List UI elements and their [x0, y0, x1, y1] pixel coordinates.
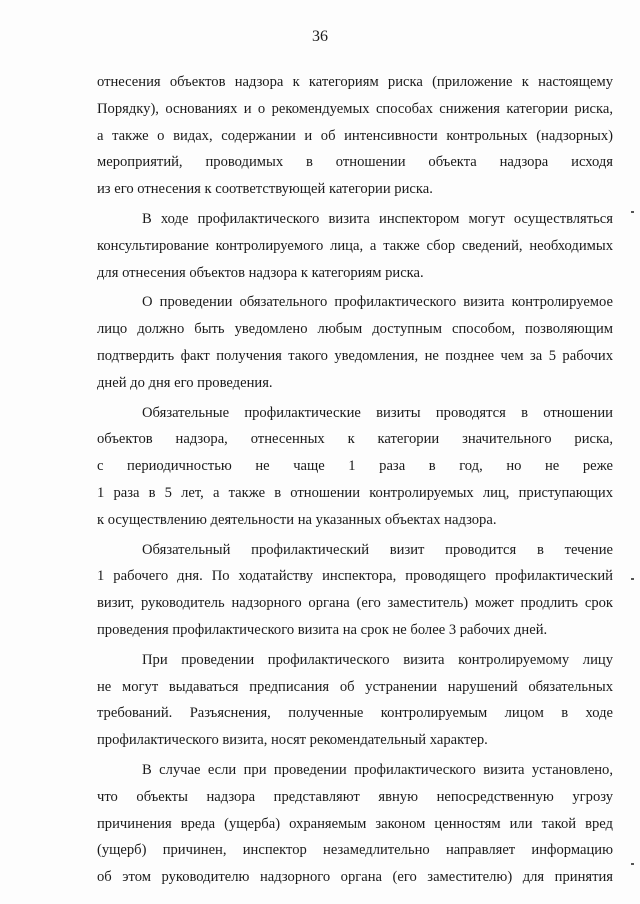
- page-number: 36: [312, 28, 328, 45]
- text-line: а также о видах, содержании и об интенсивности контрольных (надзорных): [97, 127, 613, 144]
- scan-mark: [631, 863, 634, 865]
- text-line: О проведении обязательного профилактического визита контролируемое: [142, 294, 613, 311]
- text-line: из его отнесения к соответствующей категории риска.: [97, 181, 433, 198]
- text-line: консультирование контролируемого лица, а также сбор сведений, необходимых: [97, 237, 613, 254]
- text-line: лицо должно быть уведомлено любым доступным способом, позволяющим: [97, 321, 613, 338]
- text-line: с периодичностью не чаще 1 раза в год, но не реже: [97, 458, 613, 475]
- text-line: не могут выдаваться предписания об устранении нарушений обязательных: [97, 678, 613, 695]
- paragraph: [97, 647, 613, 754]
- text-line: отнесения объектов надзора к категориям риска (приложение к настоящему: [97, 74, 613, 90]
- scan-mark: [631, 578, 634, 580]
- text-line: мероприятий, проводимых в отношении объекта надзора исходя: [97, 154, 613, 171]
- text-line: профилактического визита, носят рекомендательный характер.: [97, 732, 488, 749]
- text-line: к осуществлению деятельности на указанных объектах надзора.: [97, 511, 497, 528]
- text-line: Обязательный профилактический визит проводится в течение: [142, 541, 613, 558]
- paragraph: [97, 400, 613, 534]
- text-line: 1 раза в 5 лет, а также в отношении контролируемых лиц, приступающих: [97, 484, 613, 501]
- text-line: В ходе профилактического визита инспектором могут осуществляться: [142, 210, 613, 227]
- text-line: об этом руководителю надзорного органа (его заместителю) для принятия: [97, 869, 613, 886]
- text-line: В случае если при проведении профилактического визита установлено,: [142, 761, 613, 778]
- paragraph: [97, 757, 613, 891]
- text-line: При проведении профилактического визита контролируемому лицу: [142, 651, 613, 668]
- paragraph: [97, 537, 613, 644]
- document-body: [97, 69, 613, 891]
- paragraph: [97, 206, 613, 286]
- text-line: причинения вреда (ущерба) охраняемым законом ценностям или такой вред: [97, 815, 613, 832]
- paragraph: [97, 69, 613, 203]
- text-line: (ущерб) причинен, инспектор незамедлительно направляет информацию: [97, 842, 613, 859]
- text-line: Порядку), основаниях и о рекомендуемых способах снижения категории риска,: [97, 100, 613, 117]
- text-line: требований. Разъяснения, полученные контролируемым лицом в ходе: [97, 705, 613, 722]
- text-line: объектов надзора, отнесенных к категории значительного риска,: [97, 431, 613, 448]
- text-line: для отнесения объектов надзора к категориям риска.: [97, 264, 424, 281]
- paragraph: [97, 289, 613, 396]
- text-line: что объекты надзора представляют явную непосредственную угрозу: [97, 788, 613, 805]
- text-line: визит, руководитель надзорного органа (его заместитель) может продлить срок: [97, 595, 613, 612]
- text-line: дней до дня его проведения.: [97, 374, 273, 391]
- text-line: проведения профилактического визита на срок не более 3 рабочих дней.: [97, 621, 548, 638]
- text-line: 1 рабочего дня. По ходатайству инспектора, проводящего профилактический: [97, 568, 613, 585]
- text-line: подтвердить факт получения такого уведомления, не позднее чем за 5 рабочих: [97, 347, 613, 364]
- scan-mark: [631, 211, 634, 213]
- text-line: Обязательные профилактические визиты проводятся в отношении: [142, 404, 613, 421]
